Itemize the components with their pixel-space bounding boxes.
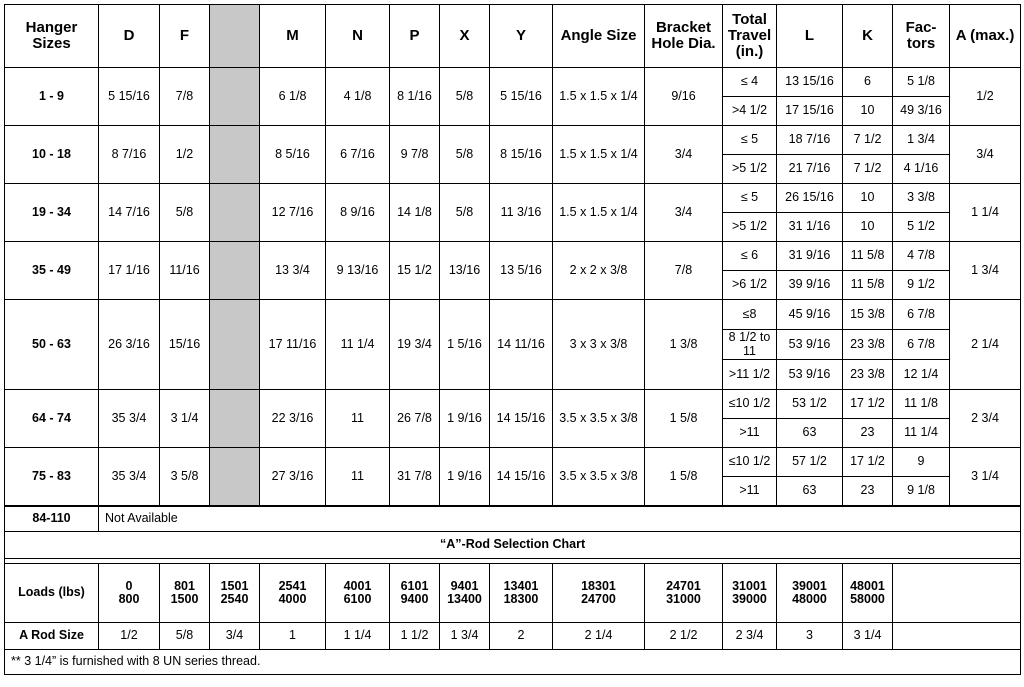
- factor-cell: 9 1/8: [893, 477, 950, 506]
- p-cell: 8 1/16: [390, 68, 440, 126]
- header-x: X: [440, 5, 490, 68]
- hanger-size-cell: 19 - 34: [5, 184, 99, 242]
- rod-size-cell: 2: [490, 623, 553, 650]
- angle-size-cell: 3.5 x 3.5 x 3/8: [553, 448, 645, 506]
- rod-size-label: A Rod Size: [5, 623, 99, 650]
- load-range-cell: [843, 564, 893, 623]
- n-cell: 11: [326, 448, 390, 506]
- load-range-cell: [645, 564, 723, 623]
- header-d: D: [99, 5, 160, 68]
- load-max: 1500: [170, 592, 199, 606]
- load-range-cell: [777, 564, 843, 623]
- load-max: 2540: [220, 592, 249, 606]
- rod-size-cell: 3 1/4: [843, 623, 893, 650]
- f-cell: 3 5/8: [160, 448, 210, 506]
- factor-cell: 5 1/2: [893, 213, 950, 242]
- p-cell: 26 7/8: [390, 390, 440, 448]
- rod-size-row: [5, 623, 1021, 650]
- dimension-subrow: [5, 68, 1021, 97]
- a-max-cell: 2 1/4: [950, 300, 1021, 390]
- d-cell: 5 15/16: [99, 68, 160, 126]
- m-cell: 22 3/16: [260, 390, 326, 448]
- k-cell: 23 3/8: [843, 360, 893, 390]
- hanger-size-cell: 10 - 18: [5, 126, 99, 184]
- header-bracket-hole-dia: Bracket Hole Dia.: [645, 5, 723, 68]
- unavailable-text: Not Available: [99, 507, 1021, 532]
- load-range-cell: [99, 564, 160, 623]
- total-travel-cell: ≤ 5: [723, 184, 777, 213]
- f-cell: 11/16: [160, 242, 210, 300]
- f-cell: 1/2: [160, 126, 210, 184]
- k-cell: 10: [843, 97, 893, 126]
- factor-cell: 9: [893, 448, 950, 477]
- l-cell: 45 9/16: [777, 300, 843, 330]
- total-travel-cell: >11 1/2: [723, 360, 777, 390]
- k-cell: 10: [843, 213, 893, 242]
- d-cell: 8 7/16: [99, 126, 160, 184]
- p-cell: 31 7/8: [390, 448, 440, 506]
- hanger-size-cell: 75 - 83: [5, 448, 99, 506]
- load-range-cell: [490, 564, 553, 623]
- y-cell: 5 15/16: [490, 68, 553, 126]
- total-travel-cell: >6 1/2: [723, 271, 777, 300]
- total-travel-cell: ≤8: [723, 300, 777, 330]
- l-cell: 53 9/16: [777, 360, 843, 390]
- y-cell: 14 15/16: [490, 448, 553, 506]
- m-cell: 17 11/16: [260, 300, 326, 390]
- load-min: 31001: [732, 578, 767, 593]
- bracket-hole-cell: 7/8: [645, 242, 723, 300]
- load-max: 4000: [278, 592, 307, 606]
- rod-size-cell: 2 3/4: [723, 623, 777, 650]
- hanger-size-cell: 64 - 74: [5, 390, 99, 448]
- header-k: K: [843, 5, 893, 68]
- rod-size-cell: 2 1/2: [645, 623, 723, 650]
- a-max-cell: 3/4: [950, 126, 1021, 184]
- a-max-cell: 1/2: [950, 68, 1021, 126]
- footnote-row: [5, 650, 1021, 675]
- y-cell: 14 11/16: [490, 300, 553, 390]
- k-cell: 6: [843, 68, 893, 97]
- x-cell: 1 5/16: [440, 300, 490, 390]
- k-cell: 23: [843, 419, 893, 448]
- factor-cell: 4 1/16: [893, 155, 950, 184]
- header-p: P: [390, 5, 440, 68]
- rod-size-cell: 1: [260, 623, 326, 650]
- bracket-hole-cell: 9/16: [645, 68, 723, 126]
- load-max: 31000: [666, 592, 701, 606]
- factor-cell: 3 3/8: [893, 184, 950, 213]
- gray-column-cell: [210, 300, 260, 390]
- header-factors: Fac- tors: [893, 5, 950, 68]
- load-range-cell: [260, 564, 326, 623]
- a-max-cell: 1 3/4: [950, 242, 1021, 300]
- dimension-subrow: [5, 242, 1021, 271]
- load-max: 39000: [732, 592, 767, 606]
- n-cell: 11 1/4: [326, 300, 390, 390]
- load-min: 0: [125, 578, 133, 593]
- rod-size-cell: 3: [777, 623, 843, 650]
- factor-cell: 11 1/4: [893, 419, 950, 448]
- load-range-cell: [326, 564, 390, 623]
- load-min: 4001: [343, 578, 372, 593]
- l-cell: 63: [777, 419, 843, 448]
- y-cell: 13 5/16: [490, 242, 553, 300]
- k-cell: 17 1/2: [843, 390, 893, 419]
- load-min: 39001: [792, 578, 827, 593]
- n-cell: 9 13/16: [326, 242, 390, 300]
- k-cell: 11 5/8: [843, 271, 893, 300]
- a-max-cell: 2 3/4: [950, 390, 1021, 448]
- header-row: [5, 5, 1021, 68]
- blank-cell: [893, 564, 1021, 623]
- load-min: 13401: [503, 578, 539, 593]
- n-cell: 4 1/8: [326, 68, 390, 126]
- m-cell: 8 5/16: [260, 126, 326, 184]
- l-cell: 53 1/2: [777, 390, 843, 419]
- load-range-cell: [210, 564, 260, 623]
- total-travel-cell: >11: [723, 477, 777, 506]
- f-cell: 15/16: [160, 300, 210, 390]
- header-angle-size: Angle Size: [553, 5, 645, 68]
- angle-size-cell: 1.5 x 1.5 x 1/4: [553, 126, 645, 184]
- factor-cell: 11 1/8: [893, 390, 950, 419]
- bracket-hole-cell: 1 5/8: [645, 390, 723, 448]
- l-cell: 26 15/16: [777, 184, 843, 213]
- m-cell: 13 3/4: [260, 242, 326, 300]
- load-min: 18301: [581, 578, 616, 593]
- factor-cell: 4 7/8: [893, 242, 950, 271]
- k-cell: 7 1/2: [843, 126, 893, 155]
- blank-cell: [893, 623, 1021, 650]
- load-min: 24701: [666, 578, 701, 593]
- a-max-cell: 1 1/4: [950, 184, 1021, 242]
- d-cell: 14 7/16: [99, 184, 160, 242]
- load-max: 9400: [400, 592, 429, 606]
- dimension-body: [5, 68, 1021, 506]
- p-cell: 9 7/8: [390, 126, 440, 184]
- x-cell: 1 9/16: [440, 390, 490, 448]
- header-hanger-sizes: Hanger Sizes: [5, 5, 99, 68]
- l-cell: 57 1/2: [777, 448, 843, 477]
- total-travel-cell: >5 1/2: [723, 155, 777, 184]
- total-travel-cell: ≤10 1/2: [723, 448, 777, 477]
- loads-row: [5, 564, 1021, 623]
- total-travel-cell: ≤ 5: [723, 126, 777, 155]
- f-cell: 5/8: [160, 184, 210, 242]
- rod-size-cell: 2 1/4: [553, 623, 645, 650]
- x-cell: 5/8: [440, 68, 490, 126]
- rod-size-cell: 3/4: [210, 623, 260, 650]
- gray-column-cell: [210, 68, 260, 126]
- k-cell: 15 3/8: [843, 300, 893, 330]
- bracket-hole-cell: 1 3/8: [645, 300, 723, 390]
- loads-label: Loads (lbs): [5, 564, 99, 623]
- l-cell: 53 9/16: [777, 330, 843, 360]
- load-min: 6101: [400, 578, 429, 593]
- header-y: Y: [490, 5, 553, 68]
- load-range-cell: [160, 564, 210, 623]
- load-range-cell: [723, 564, 777, 623]
- load-max: 58000: [850, 592, 885, 606]
- a-max-cell: 3 1/4: [950, 448, 1021, 506]
- gray-column-cell: [210, 184, 260, 242]
- rod-chart-table: [4, 506, 1021, 675]
- gray-column-header: [210, 5, 260, 68]
- angle-size-cell: 1.5 x 1.5 x 1/4: [553, 184, 645, 242]
- gray-column-cell: [210, 390, 260, 448]
- load-range-cell: [390, 564, 440, 623]
- dimension-subrow: [5, 448, 1021, 477]
- total-travel-cell: >4 1/2: [723, 97, 777, 126]
- total-travel-cell: >11: [723, 419, 777, 448]
- unavailable-row: [5, 507, 1021, 532]
- total-travel-cell: 8 1/2 to 11: [723, 330, 777, 360]
- header-n: N: [326, 5, 390, 68]
- angle-size-cell: 2 x 2 x 3/8: [553, 242, 645, 300]
- angle-size-cell: 1.5 x 1.5 x 1/4: [553, 68, 645, 126]
- l-cell: 18 7/16: [777, 126, 843, 155]
- header-a-max: A (max.): [950, 5, 1021, 68]
- k-cell: 11 5/8: [843, 242, 893, 271]
- p-cell: 19 3/4: [390, 300, 440, 390]
- total-travel-cell: ≤ 6: [723, 242, 777, 271]
- bracket-hole-cell: 3/4: [645, 184, 723, 242]
- factor-cell: 12 1/4: [893, 360, 950, 390]
- m-cell: 27 3/16: [260, 448, 326, 506]
- angle-size-cell: 3.5 x 3.5 x 3/8: [553, 390, 645, 448]
- n-cell: 8 9/16: [326, 184, 390, 242]
- load-max: 18300: [503, 592, 539, 606]
- total-travel-cell: ≤ 4: [723, 68, 777, 97]
- total-travel-cell: ≤10 1/2: [723, 390, 777, 419]
- x-cell: 5/8: [440, 184, 490, 242]
- load-max: 48000: [792, 592, 827, 606]
- k-cell: 23: [843, 477, 893, 506]
- l-cell: 39 9/16: [777, 271, 843, 300]
- hanger-size-cell: 1 - 9: [5, 68, 99, 126]
- header-f: F: [160, 5, 210, 68]
- load-min: 801: [174, 578, 195, 593]
- gray-column-cell: [210, 448, 260, 506]
- load-max: 6100: [343, 592, 372, 606]
- header-total-travel: Total Travel (in.): [723, 5, 777, 68]
- rod-chart-title-row: [5, 532, 1021, 559]
- x-cell: 13/16: [440, 242, 490, 300]
- rod-size-cell: 1 1/4: [326, 623, 390, 650]
- total-travel-cell: >5 1/2: [723, 213, 777, 242]
- y-cell: 8 15/16: [490, 126, 553, 184]
- load-min: 9401: [450, 578, 479, 593]
- factor-cell: 6 7/8: [893, 300, 950, 330]
- p-cell: 15 1/2: [390, 242, 440, 300]
- header-m: M: [260, 5, 326, 68]
- f-cell: 7/8: [160, 68, 210, 126]
- k-cell: 23 3/8: [843, 330, 893, 360]
- m-cell: 6 1/8: [260, 68, 326, 126]
- load-range-cell: [440, 564, 490, 623]
- y-cell: 11 3/16: [490, 184, 553, 242]
- load-max: 13400: [447, 592, 482, 606]
- l-cell: 21 7/16: [777, 155, 843, 184]
- angle-size-cell: 3 x 3 x 3/8: [553, 300, 645, 390]
- hanger-size-cell: 35 - 49: [5, 242, 99, 300]
- l-cell: 31 1/16: [777, 213, 843, 242]
- k-cell: 17 1/2: [843, 448, 893, 477]
- rod-size-cell: 1 3/4: [440, 623, 490, 650]
- header-l: L: [777, 5, 843, 68]
- l-cell: 17 15/16: [777, 97, 843, 126]
- dimension-subrow: [5, 390, 1021, 419]
- p-cell: 14 1/8: [390, 184, 440, 242]
- l-cell: 31 9/16: [777, 242, 843, 271]
- gray-column-cell: [210, 126, 260, 184]
- bracket-hole-cell: 1 5/8: [645, 448, 723, 506]
- n-cell: 6 7/16: [326, 126, 390, 184]
- load-min: 2541: [278, 578, 307, 593]
- d-cell: 17 1/16: [99, 242, 160, 300]
- unavailable-size: 84-110: [5, 507, 99, 532]
- load-min: 1501: [220, 578, 249, 593]
- l-cell: 63: [777, 477, 843, 506]
- footnote: ** 3 1/4” is furnished with 8 UN series thread.: [5, 650, 1021, 675]
- load-range-cell: [553, 564, 645, 623]
- d-cell: 26 3/16: [99, 300, 160, 390]
- dimension-subrow: [5, 300, 1021, 330]
- load-max: 800: [118, 592, 140, 606]
- d-cell: 35 3/4: [99, 448, 160, 506]
- gray-column-cell: [210, 242, 260, 300]
- x-cell: 1 9/16: [440, 448, 490, 506]
- bracket-hole-cell: 3/4: [645, 126, 723, 184]
- k-cell: 7 1/2: [843, 155, 893, 184]
- rod-size-cell: 1/2: [99, 623, 160, 650]
- dimension-table: [4, 4, 1021, 506]
- dimension-subrow: [5, 126, 1021, 155]
- hanger-size-cell: 50 - 63: [5, 300, 99, 390]
- y-cell: 14 15/16: [490, 390, 553, 448]
- x-cell: 5/8: [440, 126, 490, 184]
- factor-cell: 9 1/2: [893, 271, 950, 300]
- d-cell: 35 3/4: [99, 390, 160, 448]
- rod-chart-title: “A”-Rod Selection Chart: [5, 532, 1021, 559]
- load-max: 24700: [581, 592, 616, 606]
- hanger-dimension-sheet: [4, 4, 1020, 684]
- dimension-subrow: [5, 184, 1021, 213]
- m-cell: 12 7/16: [260, 184, 326, 242]
- f-cell: 3 1/4: [160, 390, 210, 448]
- k-cell: 10: [843, 184, 893, 213]
- factor-cell: 1 3/4: [893, 126, 950, 155]
- n-cell: 11: [326, 390, 390, 448]
- l-cell: 13 15/16: [777, 68, 843, 97]
- rod-size-cell: 1 1/2: [390, 623, 440, 650]
- factor-cell: 49 3/16: [893, 97, 950, 126]
- rod-size-cell: 5/8: [160, 623, 210, 650]
- factor-cell: 6 7/8: [893, 330, 950, 360]
- load-min: 48001: [850, 578, 885, 593]
- factor-cell: 5 1/8: [893, 68, 950, 97]
